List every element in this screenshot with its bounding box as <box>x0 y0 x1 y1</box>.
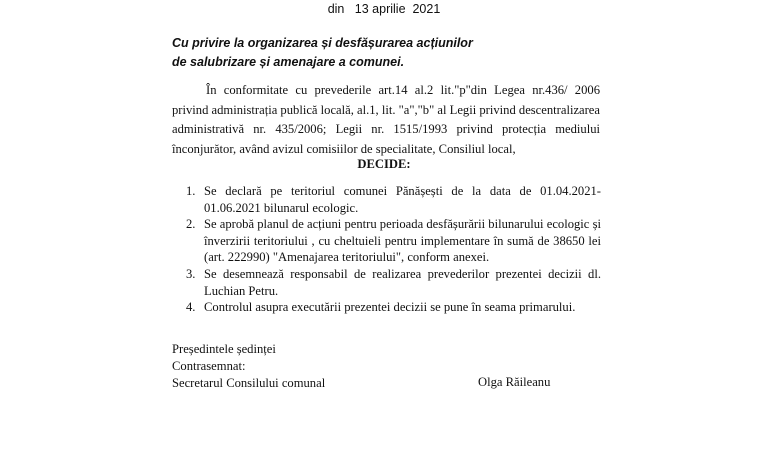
subject-line-1: Cu privire la organizarea și desfășurarea acțiunilor <box>172 36 473 50</box>
article-text: Se aprobă planul de acțiuni pentru perioada desfășurării bilunarului ecologic și înverzirii teritoriului , cu cheltuieli pentru implementare în sumă de 38650 lei (art. 222990) "Amenajarea teritoriului", conform anexei. <box>204 217 601 265</box>
article-number: 3. <box>186 266 196 281</box>
articles-list <box>186 183 601 316</box>
article-text: Controlul asupra executării prezentei decizii se pune în seama primarului. <box>204 300 576 315</box>
article-text: Se desemnează responsabil de realizarea prevederilor prezentei decizii dl. Luchian Petru. <box>204 266 601 298</box>
secretary-name: Olga Răileanu <box>478 375 551 389</box>
decision-subject <box>172 34 473 72</box>
decision-date: din 13 aprilie 2021 <box>327 2 441 16</box>
article-item <box>186 183 601 216</box>
decide-heading: DECIDE: <box>357 157 411 171</box>
preamble-text: În conformitate cu prevederile art.14 al.2 lit."p"din Legea nr.436/ 2006 privind administrația publică locală, al.1, lit. "a","b" al Legii privind descentralizarea administrativă nr. 435/2006; Legii nr. 1515/1993 privind protecția mediului înconjurător, având avizul comisiilor de specialitate, Consiliul local, <box>172 83 600 156</box>
article-item <box>186 216 601 266</box>
chair-label: Președintele ședinței <box>172 342 276 356</box>
article-item <box>186 299 601 316</box>
article-number: 1. <box>186 184 196 198</box>
preamble-paragraph <box>172 81 600 159</box>
secretary-title: Secretarul Consilului comunal <box>172 375 326 390</box>
signature-block <box>172 341 325 391</box>
article-item <box>186 266 601 299</box>
countersigned-label: Contrasemnat: <box>172 358 246 373</box>
article-number: 2. <box>186 217 196 232</box>
article-text: Se declară pe teritoriul comunei Pănășești de la data de 01.04.2021-01.06.2021 bilunarul ecologic. <box>204 184 601 215</box>
subject-line-2: de salubrizare și amenajare a comunei. <box>172 55 405 69</box>
article-number: 4. <box>186 300 196 315</box>
